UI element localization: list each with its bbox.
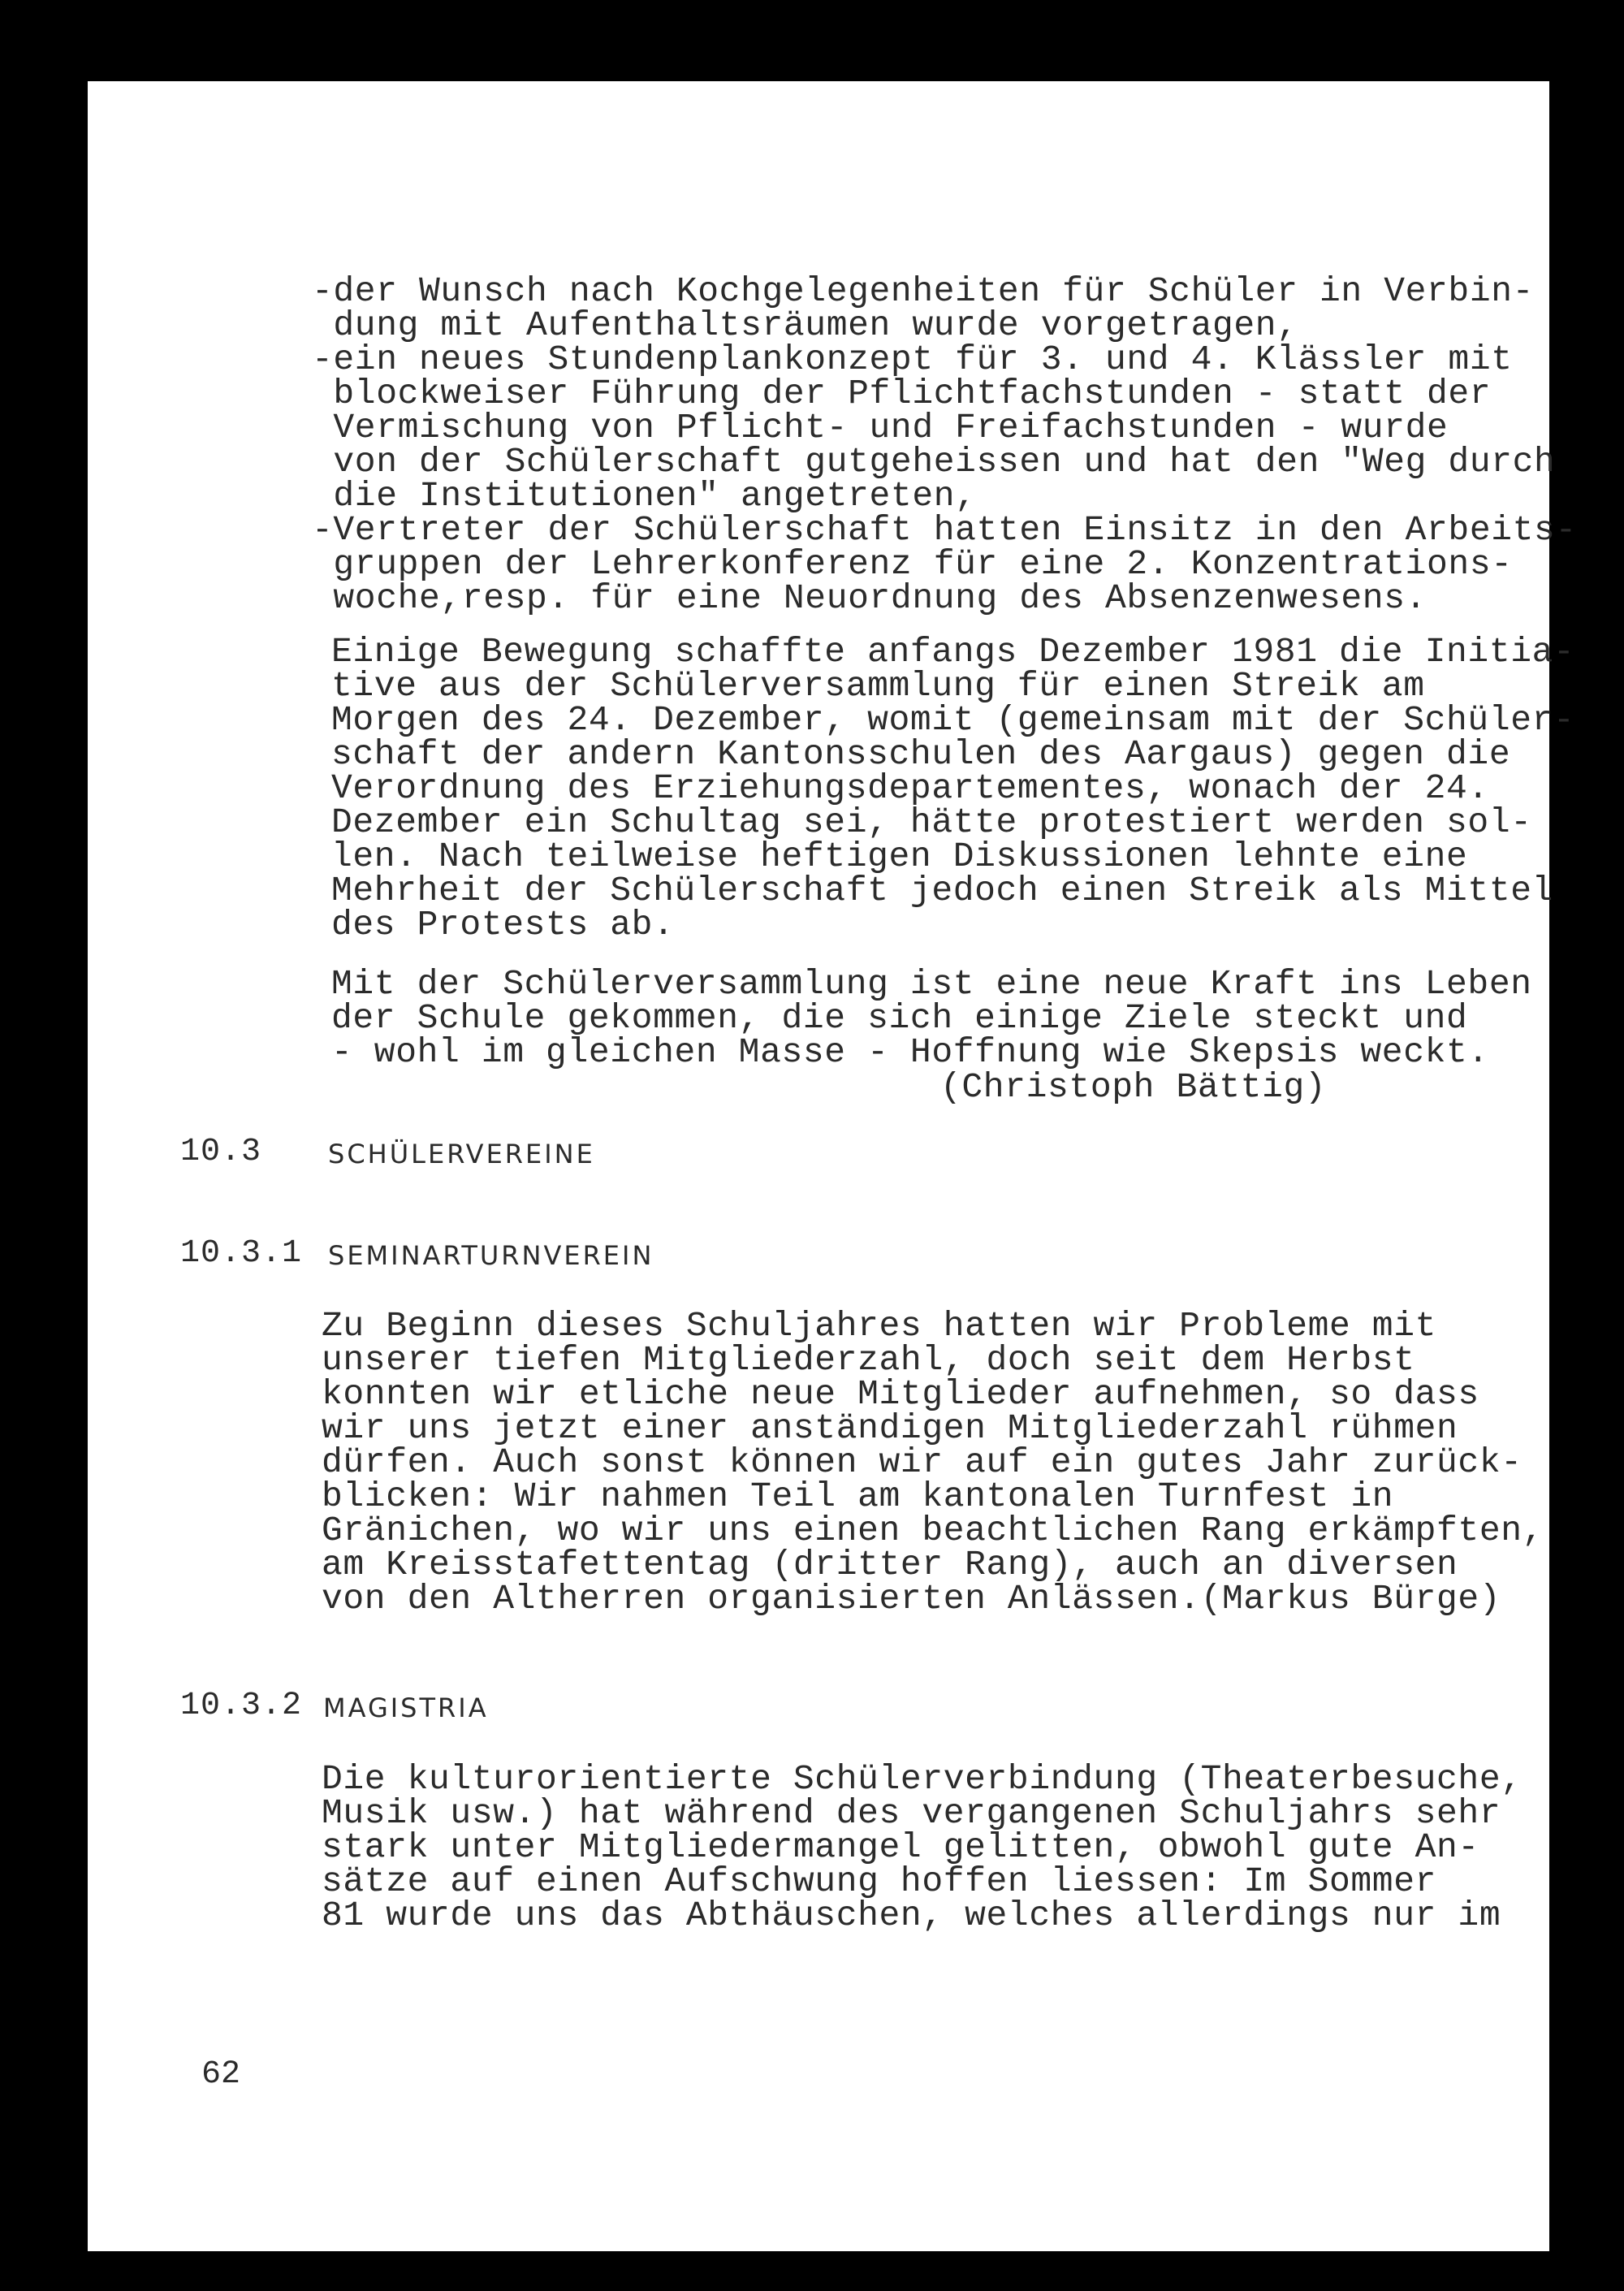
section-number: 10.3 — [180, 1134, 262, 1170]
text-line: stark unter Mitgliedermangel gelitten, obwohl gute An- — [322, 1827, 1479, 1867]
section-title: SCHÜLERVEREINE — [328, 1139, 595, 1169]
subsection-number: 10.3.1 — [180, 1235, 303, 1272]
text-line: tive aus der Schülerversammlung für einen Streik am — [331, 666, 1425, 706]
text-line: sätze auf einen Aufschwung hoffen liessen: Im Sommer — [322, 1861, 1437, 1901]
text-line: Morgen des 24. Dezember, womit (gemeinsam mit der Schüler- — [331, 700, 1575, 740]
text-line: len. Nach teilweise heftigen Diskussionen lehnte eine — [331, 836, 1468, 876]
text-line: blockweiser Führung der Pflichtfachstunden - statt der — [312, 374, 1492, 413]
text-line: 81 wurde uns das Abthäuschen, welches allerdings nur im — [322, 1895, 1501, 1935]
text-line: -ein neues Stundenplankonzept für 3. und 4. Klässler mit — [312, 339, 1513, 379]
text-line: Einige Bewegung schaffte anfangs Dezember 1981 die Initia- — [331, 632, 1575, 672]
text-line: des Protests ab. — [331, 905, 675, 944]
paragraph-strike — [331, 632, 1575, 944]
text-line: Zu Beginn dieses Schuljahres hatten wir Probleme mit — [322, 1306, 1437, 1346]
text-line: -der Wunsch nach Kochgelegenheiten für Schüler in Verbin- — [312, 271, 1535, 311]
text-line: Mehrheit der Schülerschaft jedoch einen Streik als Mittel — [331, 871, 1554, 910]
subsection-title: MAGISTRIA — [323, 1692, 489, 1723]
text-line: gruppen der Lehrerkonferenz für eine 2. Konzentrations- — [312, 544, 1513, 584]
text-line: wir uns jetzt einer anständigen Mitgliederzahl rühmen — [322, 1408, 1458, 1448]
text-line: von den Altherren organisierten Anlässen.(Markus Bürge) — [322, 1579, 1501, 1619]
paragraph-conclusion — [331, 964, 1532, 1072]
text-line: Die kulturorientierte Schülerverbindung (Theaterbesuche, — [322, 1759, 1522, 1799]
text-line: woche,resp. für eine Neuordnung des Absenzenwesens. — [312, 578, 1427, 618]
text-line: der Schule gekommen, die sich einige Ziele steckt und — [331, 998, 1468, 1038]
text-line: Vermischung von Pflicht- und Freifachstunden - wurde — [312, 408, 1449, 447]
subsection-title: SEMINARTURNVEREIN — [328, 1240, 654, 1271]
text-line: Gränichen, wo wir uns einen beachtlichen Rang erkämpften, — [322, 1511, 1544, 1550]
document-page — [88, 81, 1577, 2251]
text-line: konnten wir etliche neue Mitglieder aufnehmen, so dass — [322, 1374, 1479, 1414]
text-line: am Kreisstafettentag (dritter Rang), auch an diversen — [322, 1545, 1458, 1584]
text-line: dürfen. Auch sonst können wir auf ein gutes Jahr zurück- — [322, 1442, 1522, 1482]
subsection-body-turnverein — [322, 1306, 1544, 1619]
author-signature: (Christoph Bättig) — [940, 1067, 1327, 1107]
text-line: blicken: Wir nahmen Teil am kantonalen Turnfest in — [322, 1476, 1394, 1516]
text-line: Mit der Schülerversammlung ist eine neue Kraft ins Leben — [331, 964, 1532, 1004]
subsection-body-magistria — [322, 1759, 1522, 1935]
text-line: von der Schülerschaft gutgeheissen und hat den "Weg durch — [312, 442, 1556, 482]
text-line: Dezember ein Schultag sei, hätte protestiert werden sol- — [331, 802, 1532, 842]
text-line: Musik usw.) hat während des vergangenen Schuljahrs sehr — [322, 1793, 1501, 1833]
text-line: dung mit Aufenthaltsräumen wurde vorgetragen, — [312, 305, 1298, 345]
page-number: 62 — [201, 2056, 241, 2093]
text-line: die Institutionen" angetreten, — [312, 476, 977, 516]
text-line: -Vertreter der Schülerschaft hatten Einsitz in den Arbeits- — [312, 510, 1577, 550]
text-line: schaft der andern Kantonsschulen des Aargaus) gegen die — [331, 734, 1511, 774]
text-line: unserer tiefen Mitgliederzahl, doch seit dem Herbst — [322, 1340, 1415, 1380]
intro-bullet-list — [312, 271, 1577, 618]
subsection-number: 10.3.2 — [180, 1688, 303, 1724]
text-line: - wohl im gleichen Masse - Hoffnung wie Skepsis weckt. — [331, 1032, 1489, 1072]
text-line: Verordnung des Erziehungsdepartementes, wonach der 24. — [331, 768, 1489, 808]
